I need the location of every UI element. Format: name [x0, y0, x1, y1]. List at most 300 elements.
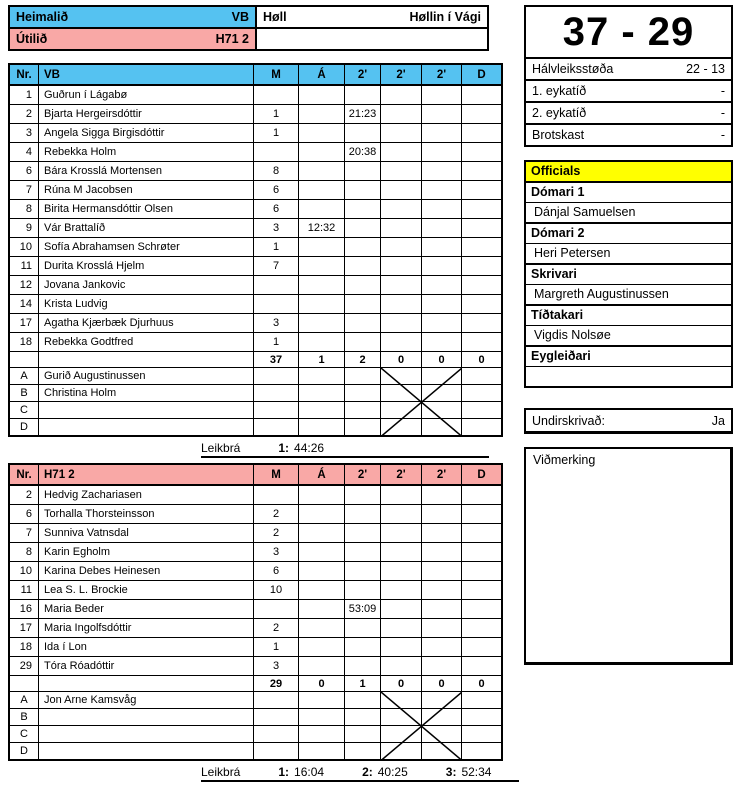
col-header-name: H71 2: [39, 464, 254, 485]
bench-cell-a: [299, 368, 345, 385]
bench-cell-p1: [345, 419, 381, 437]
bench-cell-p3: [422, 709, 462, 726]
player-stat-a: [299, 143, 345, 162]
bench-cell-d: [462, 726, 503, 743]
player-stat-d: [462, 181, 503, 200]
player-stat-p1: [345, 657, 381, 676]
player-stat-d: [462, 485, 503, 505]
player-stat-p2: [381, 524, 422, 543]
player-stat-d: [462, 314, 503, 333]
bench-row: [9, 709, 502, 726]
col-header-m: M: [254, 64, 299, 85]
player-stat-p2: [381, 105, 422, 124]
roster-table-home: [8, 63, 503, 437]
player-name: Birita Hermansdóttir Olsen: [39, 200, 254, 219]
player-number: 11: [9, 581, 39, 600]
player-name: Tóra Róadóttir: [39, 657, 254, 676]
match-header-table: [8, 5, 489, 51]
remarks-panel: [524, 447, 733, 665]
player-stat-d: [462, 295, 503, 314]
bench-cell-p3: [422, 419, 462, 437]
leikbra-entry: [362, 765, 408, 779]
leikbra-time: 44:26: [294, 441, 325, 455]
col-header-nr: Nr.: [9, 64, 39, 85]
bench-row: [9, 692, 502, 709]
player-stat-a: [299, 105, 345, 124]
player-name: Ida í Lon: [39, 638, 254, 657]
bench-cell-p3: [422, 385, 462, 402]
halftime-value: 22 - 13: [686, 62, 725, 76]
player-stat-p3: [422, 162, 462, 181]
overtime1-value: -: [720, 84, 725, 98]
player-stat-d: [462, 105, 503, 124]
player-stat-p2: [381, 638, 422, 657]
col-header-p3: 2': [422, 464, 462, 485]
leikbra-label: Leikbrá: [201, 765, 241, 779]
penalty-value: -: [720, 128, 725, 142]
player-number: 2: [9, 105, 39, 124]
player-row: [9, 238, 502, 257]
player-stat-p2: [381, 85, 422, 105]
player-name: Agatha Kjærbæk Djurhuus: [39, 314, 254, 333]
player-row: [9, 295, 502, 314]
bench-name: Christina Holm: [39, 385, 254, 402]
totals-row: [9, 676, 502, 692]
player-stat-d: [462, 238, 503, 257]
halftime-label: Hálvleiksstøða: [532, 62, 614, 76]
player-stat-p3: [422, 181, 462, 200]
player-stat-p1: 21:23: [345, 105, 381, 124]
player-number: 7: [9, 181, 39, 200]
player-stat-p1: [345, 85, 381, 105]
bench-cell-p2: [381, 385, 422, 402]
player-stat-p2: [381, 505, 422, 524]
player-stat-p3: [422, 314, 462, 333]
player-name: Karina Debes Heinesen: [39, 562, 254, 581]
player-row: [9, 276, 502, 295]
player-row: [9, 485, 502, 505]
overtime1-row: [526, 81, 731, 103]
player-number: 10: [9, 562, 39, 581]
player-row: [9, 219, 502, 238]
player-stat-p2: [381, 619, 422, 638]
secretary-name: Margreth Augustinussen: [526, 284, 731, 304]
total-p3: 0: [422, 676, 462, 692]
player-stat-p3: [422, 600, 462, 619]
player-stat-a: [299, 619, 345, 638]
bench-cell-m: [254, 743, 299, 761]
player-name: Karin Egholm: [39, 543, 254, 562]
player-stat-m: 6: [254, 562, 299, 581]
player-stat-m: [254, 276, 299, 295]
player-stat-a: [299, 562, 345, 581]
score-panel: [524, 5, 733, 147]
player-stat-a: [299, 600, 345, 619]
player-row: [9, 619, 502, 638]
player-stat-p2: [381, 562, 422, 581]
bench-cell-m: [254, 385, 299, 402]
player-stat-m: 1: [254, 638, 299, 657]
bench-cell-m: [254, 402, 299, 419]
bench-cell-a: [299, 743, 345, 761]
bench-name: Jon Arne Kamsvåg: [39, 692, 254, 709]
player-name: Maria Beder: [39, 600, 254, 619]
bench-cell-a: [299, 709, 345, 726]
player-row: [9, 314, 502, 333]
total-p1: 2: [345, 352, 381, 368]
player-stat-p2: [381, 581, 422, 600]
player-stat-p1: [345, 257, 381, 276]
bench-cell-p1: [345, 726, 381, 743]
bench-cell-m: [254, 692, 299, 709]
officials-header: Officials: [526, 162, 731, 181]
player-name: Rúna M Jacobsen: [39, 181, 254, 200]
bench-cell-p3: [422, 368, 462, 385]
timekeeper-role: Tíðtakari: [526, 304, 731, 325]
player-stat-p1: [345, 638, 381, 657]
player-stat-p1: [345, 200, 381, 219]
col-header-p2: 2': [381, 64, 422, 85]
player-stat-d: [462, 562, 503, 581]
bench-letter: C: [9, 726, 39, 743]
total-p2: 0: [381, 352, 422, 368]
player-stat-a: [299, 257, 345, 276]
overtime2-value: -: [720, 106, 725, 120]
player-row: [9, 200, 502, 219]
player-stat-p2: [381, 485, 422, 505]
player-stat-p3: [422, 562, 462, 581]
bench-cell-p2: [381, 368, 422, 385]
player-stat-p3: [422, 85, 462, 105]
player-stat-a: [299, 85, 345, 105]
player-name: Krista Ludvig: [39, 295, 254, 314]
player-name: Durita Krosslá Hjelm: [39, 257, 254, 276]
player-row: [9, 505, 502, 524]
player-stat-p3: [422, 276, 462, 295]
player-number: 17: [9, 314, 39, 333]
player-name: Lea S. L. Brockie: [39, 581, 254, 600]
player-stat-d: [462, 200, 503, 219]
player-stat-p2: [381, 219, 422, 238]
away-team-row: [9, 28, 488, 50]
player-stat-m: 2: [254, 524, 299, 543]
bench-cell-a: [299, 692, 345, 709]
total-d: 0: [462, 676, 503, 692]
player-stat-m: 1: [254, 105, 299, 124]
player-row: [9, 562, 502, 581]
player-stat-p1: [345, 333, 381, 352]
player-stat-d: [462, 257, 503, 276]
home-team-cell: [9, 6, 256, 28]
player-row: [9, 638, 502, 657]
player-stat-a: [299, 181, 345, 200]
player-stat-p3: [422, 581, 462, 600]
player-number: 6: [9, 162, 39, 181]
player-name: Bára Krosslá Mortensen: [39, 162, 254, 181]
player-stat-p1: 20:38: [345, 143, 381, 162]
bench-cell-m: [254, 709, 299, 726]
col-header-a: Á: [299, 464, 345, 485]
totals-row: [9, 352, 502, 368]
bench-row: [9, 726, 502, 743]
player-stat-m: 1: [254, 333, 299, 352]
player-row: [9, 257, 502, 276]
player-stat-m: [254, 143, 299, 162]
player-number: 11: [9, 257, 39, 276]
referee1-name: Dánjal Samuelsen: [526, 202, 731, 222]
player-row: [9, 105, 502, 124]
player-stat-p2: [381, 162, 422, 181]
bench-name: Gurið Augustinussen: [39, 368, 254, 385]
player-number: 16: [9, 600, 39, 619]
final-score: 37 - 29: [526, 7, 731, 59]
col-header-p3: 2': [422, 64, 462, 85]
player-name: Guðrun í Lágabø: [39, 85, 254, 105]
leikbra-label: Leikbrá: [201, 441, 241, 455]
officials-panel: [524, 160, 733, 388]
player-row: [9, 657, 502, 676]
leikbra-time: 40:25: [377, 765, 408, 779]
player-stat-p1: [345, 543, 381, 562]
col-header-m: M: [254, 464, 299, 485]
away-label: Útilið: [16, 32, 48, 46]
player-stat-p1: [345, 181, 381, 200]
referee2-name: Heri Petersen: [526, 243, 731, 263]
player-name: Sunniva Vatnsdal: [39, 524, 254, 543]
bench-row: [9, 419, 502, 437]
player-stat-p1: [345, 238, 381, 257]
col-header-p1: 2': [345, 464, 381, 485]
player-stat-p3: [422, 219, 462, 238]
player-row: [9, 333, 502, 352]
col-header-p2: 2': [381, 464, 422, 485]
player-stat-p1: [345, 562, 381, 581]
bench-cell-d: [462, 402, 503, 419]
remarks-label: Viðmerking: [533, 453, 596, 467]
bench-cell-d: [462, 743, 503, 761]
player-stat-p3: [422, 295, 462, 314]
bench-cell-p1: [345, 385, 381, 402]
player-stat-m: 6: [254, 181, 299, 200]
player-row: [9, 181, 502, 200]
bench-row: [9, 743, 502, 761]
player-stat-d: [462, 162, 503, 181]
player-stat-p3: [422, 257, 462, 276]
player-stat-p2: [381, 143, 422, 162]
player-stat-p3: [422, 333, 462, 352]
bench-letter: A: [9, 368, 39, 385]
player-stat-d: [462, 619, 503, 638]
home-team-name: VB: [231, 10, 249, 24]
bench-letter: D: [9, 743, 39, 761]
player-stat-a: [299, 295, 345, 314]
player-stat-a: [299, 485, 345, 505]
player-stat-p1: [345, 295, 381, 314]
player-stat-d: [462, 505, 503, 524]
bench-cell-p3: [422, 726, 462, 743]
player-name: Maria Ingolfsdóttir: [39, 619, 254, 638]
bench-letter: B: [9, 385, 39, 402]
player-stat-a: [299, 200, 345, 219]
player-name: Jovana Jankovic: [39, 276, 254, 295]
player-name: Torhalla Thorsteinsson: [39, 505, 254, 524]
player-stat-p3: [422, 619, 462, 638]
bench-name: [39, 709, 254, 726]
player-stat-d: [462, 543, 503, 562]
bench-cell-d: [462, 692, 503, 709]
bench-letter: D: [9, 419, 39, 437]
signed-value: Ja: [711, 413, 725, 428]
bench-cell-d: [462, 419, 503, 437]
player-stat-m: 3: [254, 314, 299, 333]
secretary-role: Skrivari: [526, 263, 731, 284]
bench-cell-a: [299, 726, 345, 743]
bench-name: [39, 402, 254, 419]
player-number: 6: [9, 505, 39, 524]
player-stat-d: [462, 581, 503, 600]
roster-table-away: [8, 463, 503, 761]
player-stat-m: 7: [254, 257, 299, 276]
bench-cell-a: [299, 419, 345, 437]
player-stat-p3: [422, 143, 462, 162]
player-stat-p2: [381, 333, 422, 352]
observer-role: Eygleiðari: [526, 345, 731, 366]
total-p2: 0: [381, 676, 422, 692]
bench-cell-p2: [381, 692, 422, 709]
col-header-d: D: [462, 464, 503, 485]
bench-letter: B: [9, 709, 39, 726]
player-stat-p2: [381, 657, 422, 676]
roster-header-row: [9, 464, 502, 485]
player-stat-a: [299, 657, 345, 676]
penalty-row: [526, 125, 731, 145]
player-stat-m: [254, 295, 299, 314]
player-row: [9, 85, 502, 105]
player-stat-a: [299, 124, 345, 143]
player-name: Rebekka Godtfred: [39, 333, 254, 352]
col-header-a: Á: [299, 64, 345, 85]
bench-cell-p2: [381, 402, 422, 419]
player-stat-p3: [422, 524, 462, 543]
player-stat-m: 6: [254, 200, 299, 219]
player-stat-a: [299, 162, 345, 181]
totals-spacer: [9, 352, 39, 368]
player-stat-a: [299, 543, 345, 562]
total-p3: 0: [422, 352, 462, 368]
player-stat-p1: [345, 581, 381, 600]
totals-spacer: [39, 676, 254, 692]
bench-cell-p1: [345, 743, 381, 761]
home-label: Heimalið: [16, 10, 69, 24]
col-header-name: VB: [39, 64, 254, 85]
bench-cell-a: [299, 402, 345, 419]
player-stat-m: 3: [254, 657, 299, 676]
player-stat-a: 12:32: [299, 219, 345, 238]
player-number: 29: [9, 657, 39, 676]
player-stat-m: 2: [254, 505, 299, 524]
leikbra-entry: [446, 765, 492, 779]
player-stat-p3: [422, 638, 462, 657]
player-stat-p1: 53:09: [345, 600, 381, 619]
player-number: 14: [9, 295, 39, 314]
total-d: 0: [462, 352, 503, 368]
player-stat-p3: [422, 485, 462, 505]
player-stat-p2: [381, 543, 422, 562]
player-stat-p2: [381, 200, 422, 219]
overtime2-row: [526, 103, 731, 125]
player-number: 3: [9, 124, 39, 143]
player-stat-a: [299, 333, 345, 352]
bench-cell-m: [254, 419, 299, 437]
hall-name: Høllin í Vági: [409, 10, 481, 24]
player-name: Angela Sigga Birgisdóttir: [39, 124, 254, 143]
home-roster-block: [8, 63, 503, 437]
player-number: 12: [9, 276, 39, 295]
away-roster-block: [8, 463, 503, 761]
player-stat-d: [462, 85, 503, 105]
player-name: Hedvig Zachariasen: [39, 485, 254, 505]
bench-name: [39, 743, 254, 761]
player-stat-m: 1: [254, 238, 299, 257]
bench-cell-p1: [345, 402, 381, 419]
player-number: 2: [9, 485, 39, 505]
total-m: 29: [254, 676, 299, 692]
bench-cell-m: [254, 726, 299, 743]
bench-cell-d: [462, 368, 503, 385]
player-row: [9, 124, 502, 143]
penalty-label: Brotskast: [532, 128, 585, 142]
bench-row: [9, 368, 502, 385]
player-stat-p2: [381, 276, 422, 295]
player-stat-p3: [422, 238, 462, 257]
bench-cell-p1: [345, 368, 381, 385]
total-a: 0: [299, 676, 345, 692]
home-leikbra-line: [201, 438, 489, 458]
player-stat-p1: [345, 524, 381, 543]
total-m: 37: [254, 352, 299, 368]
player-number: 8: [9, 200, 39, 219]
bench-name: [39, 726, 254, 743]
bench-cell-p2: [381, 709, 422, 726]
bench-letter: A: [9, 692, 39, 709]
player-stat-p1: [345, 219, 381, 238]
bench-cell-p3: [422, 743, 462, 761]
player-number: 18: [9, 638, 39, 657]
player-stat-d: [462, 333, 503, 352]
player-stat-d: [462, 276, 503, 295]
player-stat-m: 10: [254, 581, 299, 600]
away-team-cell: [9, 28, 256, 50]
bench-cell-p3: [422, 692, 462, 709]
bench-cell-p2: [381, 743, 422, 761]
totals-spacer: [39, 352, 254, 368]
player-stat-p3: [422, 657, 462, 676]
bench-cell-p2: [381, 419, 422, 437]
player-stat-p3: [422, 124, 462, 143]
player-number: 8: [9, 543, 39, 562]
halftime-score-row: [526, 59, 731, 81]
player-number: 10: [9, 238, 39, 257]
col-header-p1: 2': [345, 64, 381, 85]
player-stat-d: [462, 638, 503, 657]
observer-name: [526, 366, 731, 386]
away-team-name: H71 2: [215, 32, 249, 46]
referee1-role: Dómari 1: [526, 181, 731, 202]
player-number: 4: [9, 143, 39, 162]
player-row: [9, 600, 502, 619]
player-stat-a: [299, 314, 345, 333]
bench-cell-m: [254, 368, 299, 385]
